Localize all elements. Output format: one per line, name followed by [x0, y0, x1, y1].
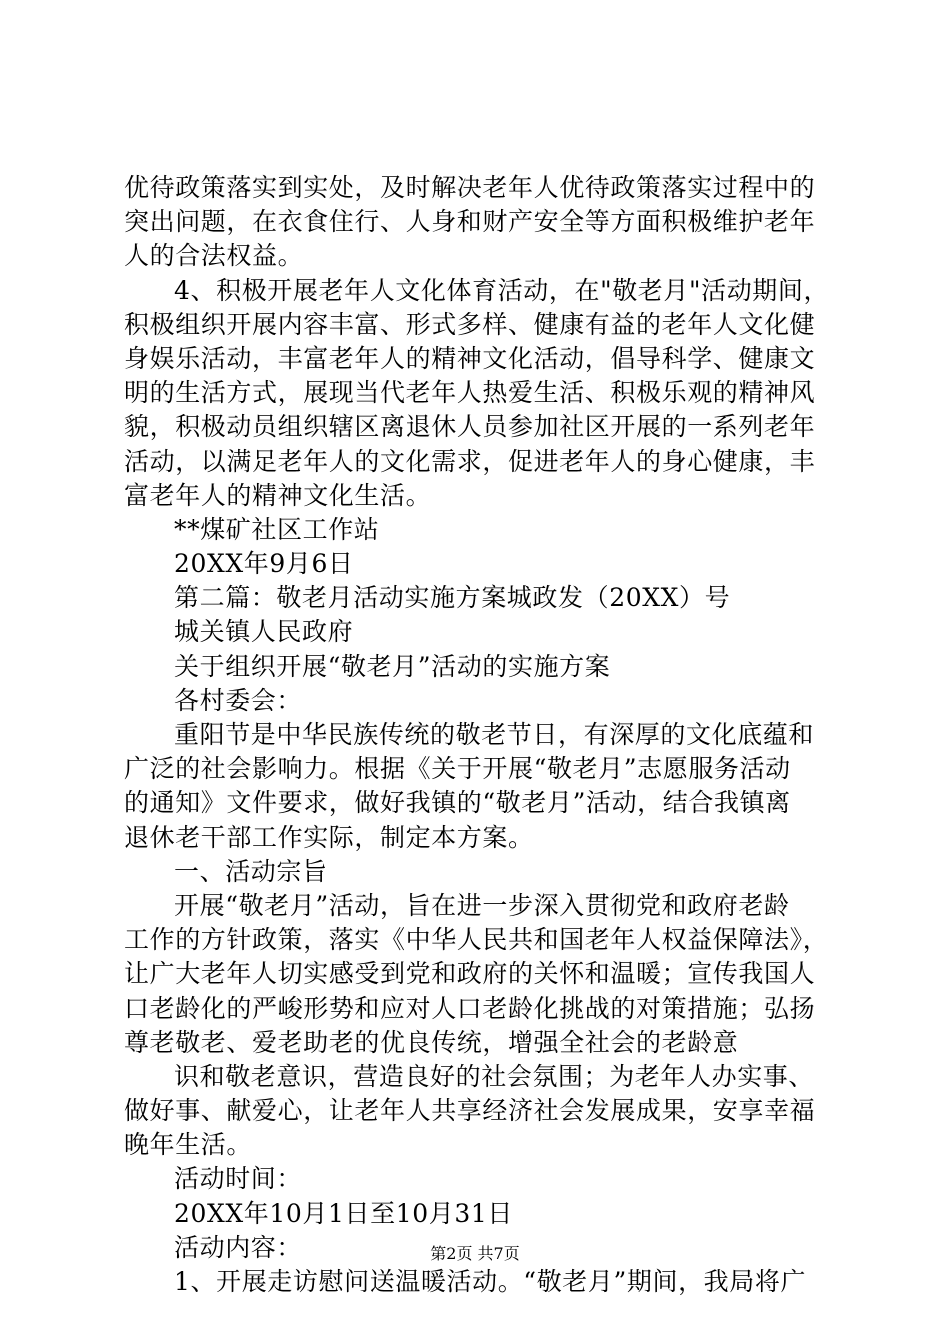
text-line: 让广大老年人切实感受到党和政府的关怀和温暖；宣传我国人	[124, 959, 816, 989]
text-line: 突出问题，在衣食住行、人身和财产安全等方面积极维护老年	[124, 207, 816, 237]
document-body	[124, 171, 836, 1299]
text-line: 口老龄化的严峻形势和应对人口老龄化挑战的对策措施；弘扬	[124, 993, 816, 1023]
issuing-authority: 城关镇人民政府	[174, 617, 354, 647]
text-line: 尊老敬老、爱老助老的优良传统，增强全社会的老龄意	[124, 1027, 739, 1057]
page-number: 第2页 共7页	[430, 1244, 520, 1263]
text-line: 识和敬老意识，营造良好的社会氛围；为老年人办实事、	[174, 1061, 815, 1091]
text-line: 貌，积极动员组织辖区离退休人员参加社区开展的一系列老年	[124, 412, 816, 442]
text-line: 1、开展走访慰问送温暖活动。“敬老月”期间，我局将广	[174, 1267, 807, 1296]
text-line: 4、积极开展老年人文化体育活动，在"敬老月"活动期间，	[174, 275, 830, 305]
text-line: 重阳节是中华民族传统的敬老节日，有深厚的文化底蕴和	[174, 720, 815, 749]
document-title: 关于组织开展“敬老月”活动的实施方案	[174, 651, 611, 681]
subsection-heading: 活动内容：	[174, 1232, 303, 1262]
subsection-heading: 一、活动宗旨	[174, 856, 328, 886]
salutation: 各村委会：	[174, 685, 303, 715]
signature-date: 20XX年9月6日	[174, 549, 354, 579]
text-line: 晚年生活。	[124, 1130, 253, 1160]
text-line: 开展“敬老月”活动，旨在进一步深入贯彻党和政府老龄	[174, 890, 790, 920]
text-line: 退休老干部工作实际，制定本方案。	[124, 822, 534, 852]
text-line: 活动，以满足老年人的文化需求，促进老年人的身心健康，丰	[124, 446, 816, 476]
section-heading: 第二篇：敬老月活动实施方案城政发（20XX）号	[174, 583, 731, 613]
text-line: 富老年人的精神文化生活。	[124, 480, 432, 510]
text-line: 的通知》文件要求，做好我镇的“敬老月”活动，结合我镇离	[124, 788, 791, 818]
text-line: 工作的方针政策，落实《中华人民共和国老年人权益保障法》，	[124, 925, 829, 955]
text-line: 积极组织开展内容丰富、形式多样、健康有益的老年人文化健	[124, 309, 816, 339]
signature-org: **煤矿社区工作站	[174, 514, 380, 544]
text-line: 身娱乐活动，丰富老年人的精神文化活动，倡导科学、健康文	[124, 343, 816, 373]
text-line: 人的合法权益。	[124, 241, 304, 271]
text-line: 广泛的社会影响力。根据《关于开展“敬老月”志愿服务活动	[124, 754, 791, 784]
text-line: 优待政策落实到实处，及时解决老年人优待政策落实过程中的	[124, 173, 816, 202]
text-line: 20XX年10月1日至10月31日	[174, 1198, 513, 1228]
subsection-heading: 活动时间：	[174, 1164, 303, 1194]
text-line: 明的生活方式，展现当代老年人热爱生活、积极乐观的精神风	[124, 378, 816, 408]
text-line: 做好事、献爱心，让老年人共享经济社会发展成果，安享幸福	[124, 1096, 816, 1126]
